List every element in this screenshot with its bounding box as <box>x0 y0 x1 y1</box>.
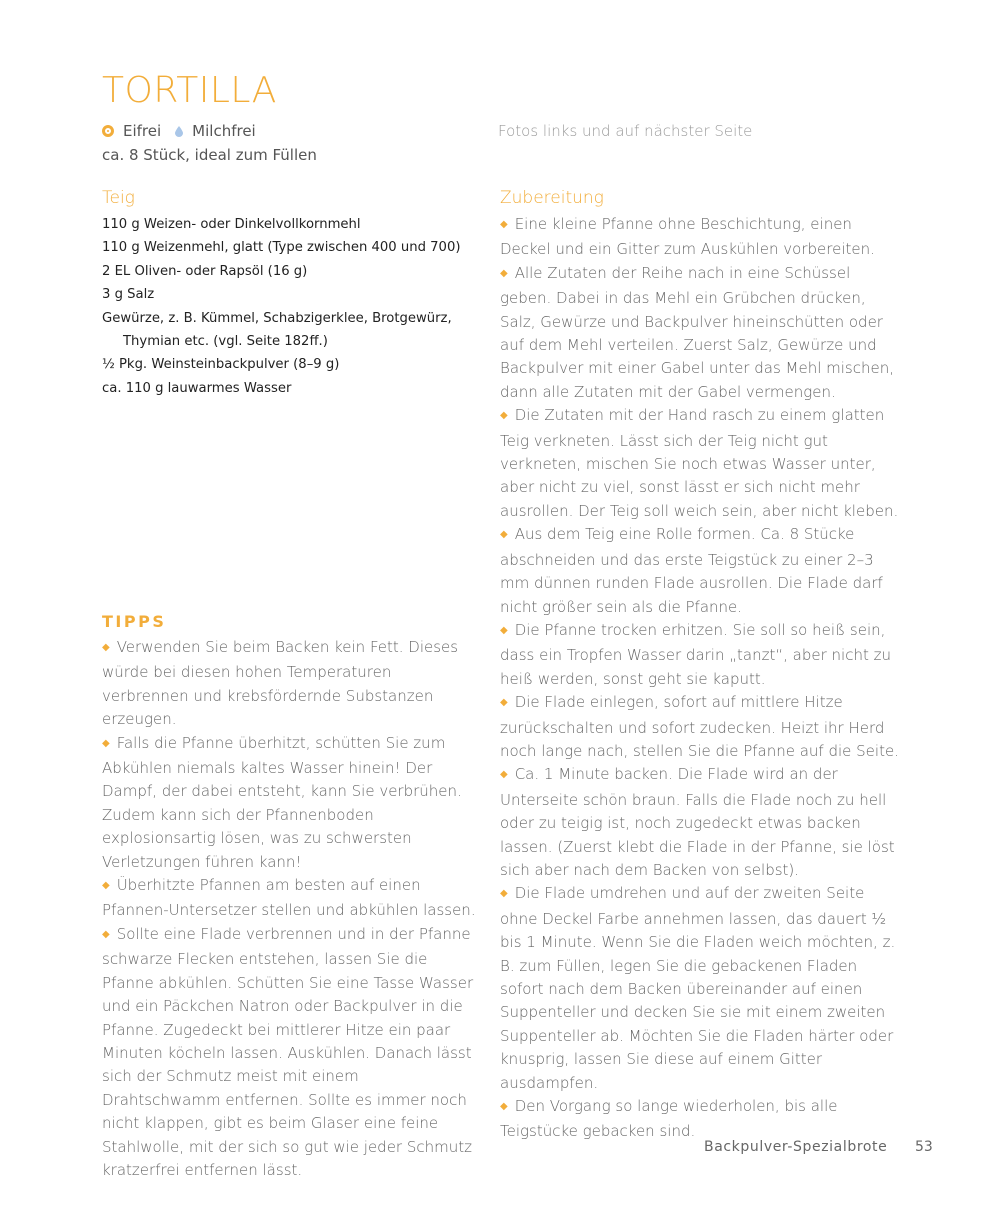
tag-label: Milchfrei <box>192 122 256 140</box>
step-item <box>500 882 902 1095</box>
footer-section-title: Backpulver-Spezialbrote <box>704 1139 888 1155</box>
tip-text: Falls die Pfanne überhitzt, schütten Sie zum Abkühlen niemals kaltes Wasser hinein! Der Dampf, der dabei entsteht, kann Sie verbrühen. Zudem kann sich der Pfannenboden explosionsartig lösen, was zu schwersten Verletzungen führen kann! <box>102 733 462 871</box>
diamond-bullet-icon: ◆ <box>500 410 508 422</box>
egg-free-icon <box>102 125 114 137</box>
teig-heading: Teig <box>102 188 135 208</box>
ingredient-item: ca. 110 g lauwarmes Wasser <box>102 380 292 396</box>
step-item <box>500 619 902 691</box>
tip-item <box>102 923 477 1182</box>
page-number: 53 <box>915 1139 933 1155</box>
tipps-heading: TIPPS <box>102 612 167 631</box>
step-item <box>500 1095 902 1144</box>
step-item <box>500 763 902 882</box>
tip-item <box>102 636 477 732</box>
step-text: Die Flade umdrehen und auf der zweiten Seite ohne Deckel Farbe annehmen lassen, das dauert ½ bis 1 Minute. Wenn Sie die Fladen weich möchten, z. B. zum Füllen, legen Sie die gebackenen Fladen sofort nach dem Backen übereinander auf einen Suppenteller und decken Sie sie mit einem zweiten Suppenteller ab. Möchten Sie die Fladen härter oder knusprig, lassen Sie diese auf einem Gitter ausdampfen. <box>500 884 896 1092</box>
step-text: Die Pfanne trocken erhitzen. Sie soll so heiß sein, dass ein Tropfen Wasser darin „tanzt“, aber nicht zu heiß werden, sonst geht sie kaputt. <box>500 620 891 688</box>
step-text: Den Vorgang so lange wiederholen, bis alle Teigstücke gebacken sind. <box>500 1097 838 1141</box>
tip-text: Überhitzte Pfannen am besten auf einen Pfannen-Untersetzer stellen und abkühlen lassen. <box>102 876 476 920</box>
ingredient-item: Gewürze, z. B. Kümmel, Schabzigerklee, Brotgewürz, <box>102 310 452 326</box>
ingredient-item: 110 g Weizenmehl, glatt (Type zwischen 400 und 700) <box>102 240 461 256</box>
step-item <box>500 213 902 262</box>
diamond-bullet-icon: ◆ <box>500 624 508 636</box>
tag-egg-free <box>102 122 161 140</box>
ingredient-item: 110 g Weizen- oder Dinkelvollkornmehl <box>102 217 361 232</box>
step-item <box>500 691 902 763</box>
ingredient-item: Thymian etc. (vgl. Seite 182ff.) <box>123 334 328 350</box>
diamond-bullet-icon: ◆ <box>102 928 110 940</box>
step-item <box>500 404 902 523</box>
steps-list <box>500 213 902 1144</box>
diamond-bullet-icon: ◆ <box>102 880 110 892</box>
step-text: Eine kleine Pfanne ohne Beschichtung, einen Deckel und ein Gitter zum Auskühlen vorbereiten. <box>500 215 875 259</box>
tip-item <box>102 874 477 923</box>
zubereitung-heading: Zubereitung <box>500 188 604 208</box>
diamond-bullet-icon: ◆ <box>102 642 110 653</box>
step-item <box>500 262 902 404</box>
diamond-bullet-icon: ◆ <box>500 267 508 279</box>
tag-label: Eifrei <box>123 122 162 140</box>
diamond-bullet-icon: ◆ <box>500 1101 508 1113</box>
step-text: Die Zutaten mit der Hand rasch zu einem glatten Teig verkneten. Lässt sich der Teig nicht gut verkneten, mischen Sie noch etwas Wasser unter, aber nicht zu viel, sonst lässt er sich nicht mehr ausrollen. Der Teig soll weich sein, aber nicht kleben. <box>500 406 899 520</box>
tips-list <box>102 636 477 1182</box>
step-text: Die Flade einlegen, sofort auf mittlere Hitze zurückschalten und sofort zudecken. Heizt ihr Herd noch lange nach, stellen Sie die Pfanne auf die Seite. <box>500 693 899 760</box>
ingredient-item: 3 g Salz <box>102 287 155 303</box>
ingredient-list <box>102 213 482 400</box>
ingredient-item: 2 EL Oliven- oder Rapsöl (16 g) <box>102 263 308 279</box>
diamond-bullet-icon: ◆ <box>500 697 508 709</box>
recipe-title: TORTILLA <box>102 70 277 111</box>
diamond-bullet-icon: ◆ <box>500 769 508 781</box>
step-item <box>500 523 902 619</box>
diamond-bullet-icon: ◆ <box>500 888 508 900</box>
tip-text: Verwenden Sie beim Backen kein Fett. Dieses würde bei diesen hohen Temperaturen verbrennen und krebsfördernde Substanzen erzeugen. <box>102 638 459 729</box>
diet-tags <box>102 122 270 140</box>
tag-milk-free <box>175 122 256 140</box>
photo-note: Fotos links und auf nächster Seite <box>498 122 753 140</box>
ingredient-item: ½ Pkg. Weinsteinbackpulver (8–9 g) <box>102 357 340 373</box>
tip-text: Sollte eine Flade verbrennen und in der Pfanne schwarze Flecken entstehen, lassen Sie die Pfanne abkühlen. Schütten Sie eine Tasse Wasser und ein Päckchen Natron oder Backpulver in die Pfanne. Zugedeckt bei mittlerer Hitze ein paar Minuten köcheln lassen. Auskühlen. Danach lässt sich der Schmutz meist mit einem Drahtschwamm entfernen. Sollte es immer noch nicht klappen, gibt es beim Glaser eine feine Stahlwolle, mit der sich so gut wie jeder Schmutz kratzerfrei entfernen lässt. <box>102 924 474 1179</box>
diamond-bullet-icon: ◆ <box>500 219 508 230</box>
milk-free-drop-icon <box>175 126 183 137</box>
tip-item <box>102 732 477 874</box>
diamond-bullet-icon: ◆ <box>102 737 110 749</box>
diamond-bullet-icon: ◆ <box>500 529 508 541</box>
step-text: Ca. 1 Minute backen. Die Flade wird an der Unterseite schön braun. Falls die Flade noch zu hell oder zu teigig ist, noch zugedeckt etwas backen lassen. (Zuerst klebt die Flade in der Pfanne, sie löst sich aber nach dem Backen von selbst). <box>500 765 895 879</box>
step-text: Alle Zutaten der Reihe nach in eine Schüssel geben. Dabei in das Mehl ein Grübchen drücken, Salz, Gewürze und Backpulver hineinschütten oder auf dem Mehl verteilen. Zuerst Salz, Gewürze und Backpulver mit einer Gabel unter das Mehl mischen, dann alle Zutaten mit der Gabel vermengen. <box>500 263 894 401</box>
servings: ca. 8 Stück, ideal zum Füllen <box>102 146 317 164</box>
step-text: Aus dem Teig eine Rolle formen. Ca. 8 Stücke abschneiden und das erste Teigstück zu einer 2–3 mm dünnen runden Flade ausrollen. Die Flade darf nicht größer sein als die Pfanne. <box>500 525 883 616</box>
